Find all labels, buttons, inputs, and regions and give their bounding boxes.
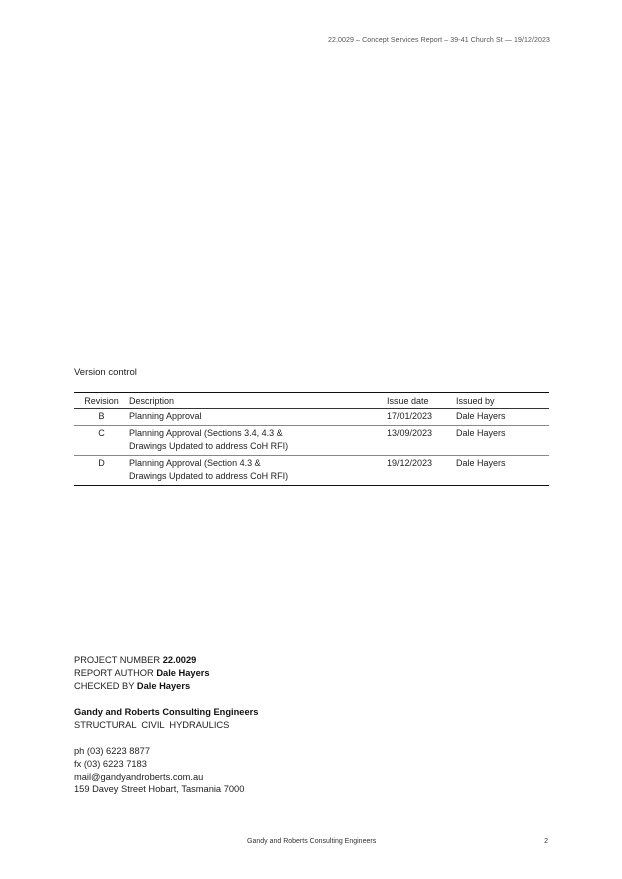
revision-cell: D (74, 456, 129, 486)
issued-by-cell: Dale Hayers (456, 426, 549, 456)
page-number: 2 (544, 838, 548, 845)
phone-number: ph (03) 6223 8877 (74, 746, 150, 756)
description-cell (129, 409, 387, 426)
project-number-label: PROJECT NUMBER (74, 655, 161, 665)
table-row (74, 426, 549, 456)
issued-by-cell: Dale Hayers (456, 411, 506, 421)
column-header-description: Description (129, 393, 387, 409)
company-info (74, 706, 258, 732)
revision-cell: B (98, 411, 105, 421)
table-row (74, 409, 549, 426)
version-control-title: Version control (74, 367, 137, 378)
column-header-issued-by: Issued by (456, 393, 549, 409)
table-row (74, 456, 549, 486)
issue-date-cell: 17/01/2023 (387, 411, 433, 421)
table-bottom-rule (74, 485, 549, 486)
checked-by-label: CHECKED BY (74, 680, 135, 691)
company-name: Gandy and Roberts Consulting Engineers (74, 707, 259, 717)
table-header-row (74, 393, 549, 409)
description-line: Drawings Updated to address CoH RFI) (129, 441, 289, 451)
project-info (74, 654, 210, 692)
issue-date-cell: 13/09/2023 (387, 426, 456, 456)
report-author (74, 667, 210, 680)
contact-info (74, 745, 244, 796)
issued-by-cell: Dale Hayers (456, 456, 549, 486)
description-line: Planning Approval (Section 4.3 & (129, 458, 261, 468)
checked-by (74, 680, 210, 693)
report-author-value: Dale Hayers (156, 667, 210, 678)
description-line: Planning Approval (Sections 3.4, 4.3 & (129, 428, 283, 438)
report-author-label: REPORT AUTHOR (74, 667, 154, 678)
description-cell (129, 456, 387, 486)
footer-company: Gandy and Roberts Consulting Engineers (247, 838, 377, 845)
description-cell (129, 426, 387, 456)
issue-date-cell: 19/12/2023 (387, 456, 456, 486)
version-control-table (74, 392, 549, 486)
company-disciplines: STRUCTURAL CIVIL HYDRAULICS (74, 719, 230, 730)
description-line: Drawings Updated to address CoH RFI) (129, 471, 289, 481)
column-header-revision: Revision (74, 393, 129, 409)
project-number (74, 654, 210, 667)
street-address: 159 Davey Street Hobart, Tasmania 7000 (74, 784, 245, 795)
description-line: Planning Approval (129, 411, 202, 421)
email-address: mail@gandyandroberts.com.au (74, 771, 204, 782)
page-header: 22.0029 – Concept Services Report – 39-41 Church St — 19/12/2023 (328, 37, 550, 44)
checked-by-value: Dale Hayers (136, 680, 191, 691)
revision-cell: C (74, 426, 129, 456)
column-header-issue-date: Issue date (387, 393, 456, 409)
fax-number: fx (03) 6223 7183 (74, 758, 147, 769)
project-number-value: 22.0029 (162, 655, 197, 665)
